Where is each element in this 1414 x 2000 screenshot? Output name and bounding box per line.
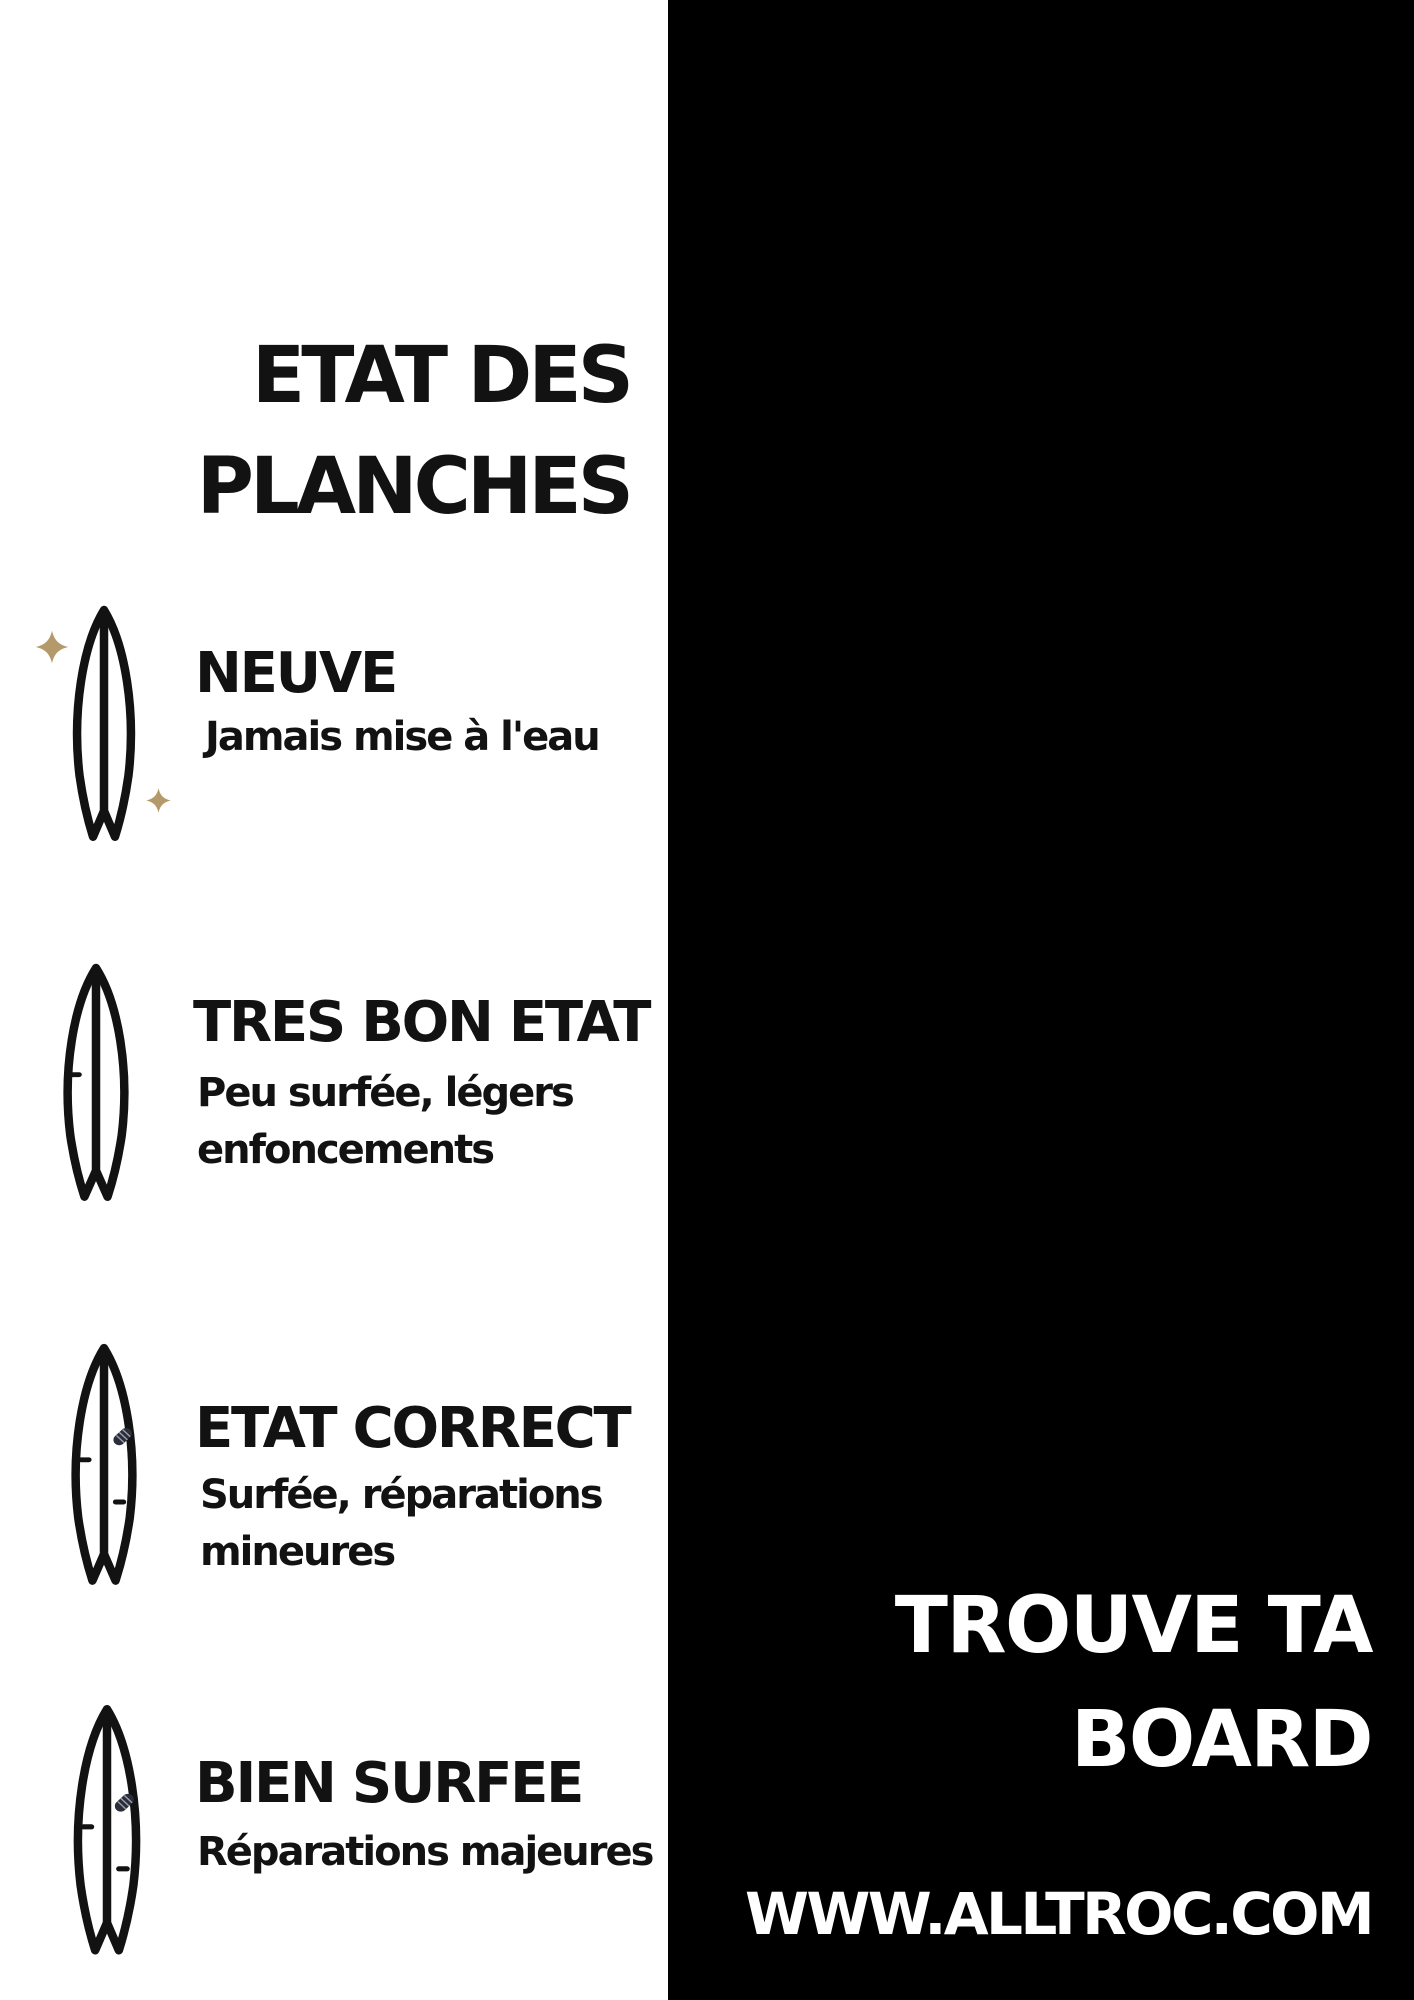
condition-desc-line: Surfée, réparations — [200, 1472, 602, 1518]
sparkle-icon — [145, 787, 172, 814]
sparkle-icon — [34, 629, 70, 665]
cta-line2: BOARD — [1070, 1695, 1372, 1785]
condition-title-bien-surfee: BIEN SURFEE — [195, 1751, 583, 1816]
surfboard-icon-etat-correct — [64, 1344, 144, 1588]
surfboard-icon-bien-surfee — [66, 1705, 148, 1958]
condition-title-tres-bon-etat: TRES BON ETAT — [193, 990, 650, 1055]
condition-desc-etat-correct — [200, 1467, 602, 1581]
condition-desc-line: Peu surfée, légers — [197, 1070, 573, 1116]
condition-desc-line: mineures — [200, 1529, 395, 1575]
surfboard-icon-tres-bon-etat — [56, 964, 136, 1204]
cta-line1: TROUVE TA — [894, 1581, 1372, 1671]
page-title-line2: PLANCHES — [196, 442, 630, 532]
page-title-line1: ETAT DES — [251, 331, 630, 421]
condition-desc-tres-bon-etat — [197, 1065, 573, 1179]
condition-desc-bien-surfee — [197, 1824, 652, 1881]
right-panel — [668, 0, 1414, 2000]
condition-title-neuve: NEUVE — [195, 641, 396, 706]
ding-dash-mark — [81, 1824, 95, 1829]
condition-desc-line: enfoncements — [197, 1127, 494, 1173]
page-title — [197, 321, 630, 543]
ding-dash-mark — [116, 1866, 130, 1871]
surfboard-icon-new — [66, 606, 142, 844]
ding-dash-mark — [78, 1457, 91, 1462]
cta-text — [895, 1569, 1372, 1797]
website-url: WWW.ALLTROC.COM — [744, 1880, 1372, 1948]
condition-desc-neuve — [205, 709, 599, 766]
left-panel — [0, 0, 668, 2000]
condition-desc-line: Réparations majeures — [197, 1829, 653, 1875]
condition-title-etat-correct: ETAT CORRECT — [195, 1396, 630, 1461]
ding-dash-mark — [113, 1499, 126, 1504]
ding-dash-mark — [68, 1072, 81, 1077]
condition-desc-line: Jamais mise à l'eau — [205, 714, 599, 760]
